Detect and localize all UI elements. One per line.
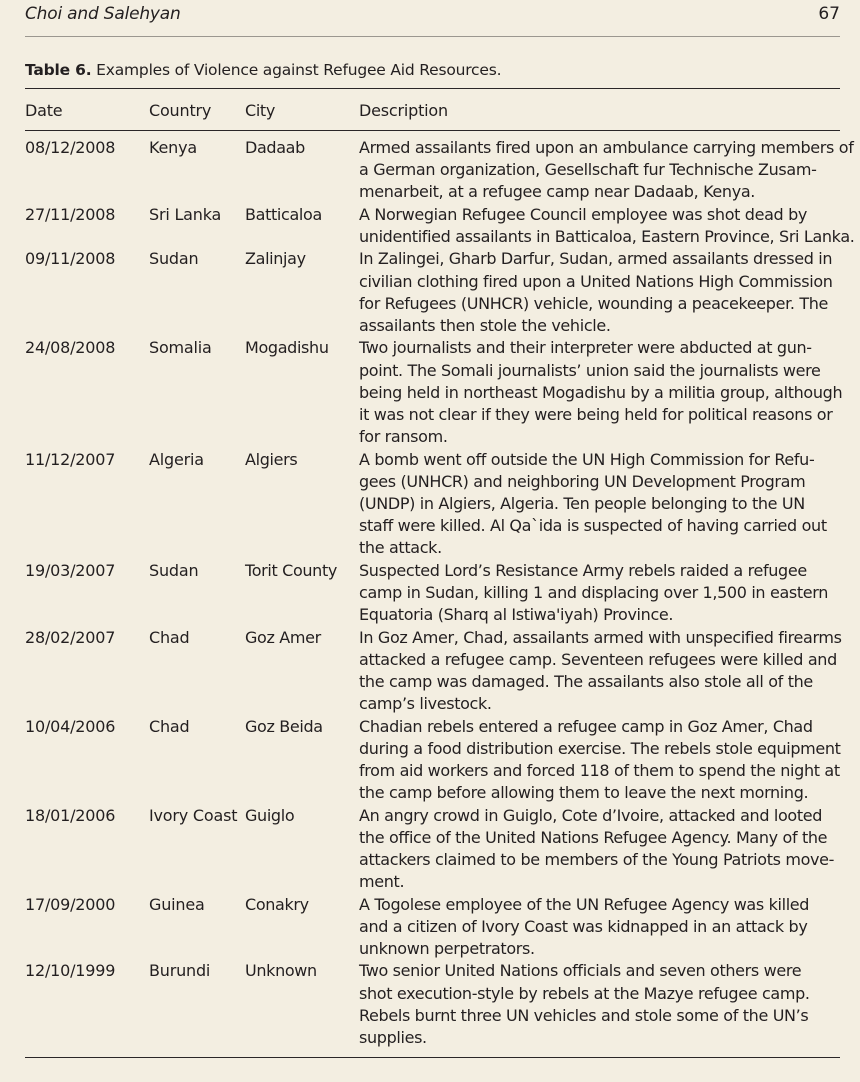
table-header-rule: [25, 130, 840, 131]
description-line: being held in northeast Mogadishu by a militia group, although: [359, 382, 843, 402]
cell-city: Guiglo: [245, 805, 295, 825]
cell-description: [359, 204, 855, 248]
cell-city: Zalinjay: [245, 249, 306, 269]
cell-country: Ivory Coast: [149, 805, 238, 825]
running-head: Choi and Salehyan: [25, 4, 181, 24]
header-rule: [25, 36, 840, 37]
cell-country: Sudan: [149, 249, 199, 269]
cell-description: [359, 248, 842, 337]
column-header-city: City: [245, 101, 275, 120]
description-line: unidentified assailants in Batticaloa, Eastern Province, Sri Lanka.: [359, 226, 855, 246]
column-header-description: Description: [359, 101, 448, 120]
cell-country: Chad: [149, 627, 190, 647]
cell-date: 24/08/2008: [25, 338, 116, 358]
table-caption-label: Table 6.: [25, 61, 92, 79]
cell-country: Kenya: [149, 138, 197, 157]
description-line: Two senior United Nations officials and seven others were: [359, 961, 802, 981]
description-line: Chadian rebels entered a refugee camp in Goz Amer, Chad: [359, 716, 813, 736]
cell-description: [359, 137, 854, 204]
description-line: Rebels burnt three UN vehicles and stole some of the UN’s: [359, 1005, 809, 1025]
cell-city: Unknown: [245, 961, 317, 981]
cell-city: Torit County: [245, 560, 338, 580]
description-line: An angry crowd in Guiglo, Cote d’Ivoire, attacked and looted: [359, 805, 823, 825]
description-line: menarbeit, at a refugee camp near Dadaab, Kenya.: [359, 182, 756, 202]
cell-country: Chad: [149, 716, 190, 736]
description-line: for Refugees (UNHCR) vehicle, wounding a peacekeeper. The: [359, 293, 829, 313]
cell-city: Dadaab: [245, 138, 305, 157]
table-header-row: [0, 100, 860, 122]
cell-date: 17/09/2000: [25, 894, 116, 914]
cell-country: Burundi: [149, 961, 211, 981]
description-line: a German organization, Gesellschaft fur Technische Zusam-: [359, 160, 817, 180]
description-line: Suspected Lord’s Resistance Army rebels raided a refugee: [359, 560, 807, 580]
description-line: for ransom.: [359, 427, 448, 447]
cell-country: Algeria: [149, 449, 204, 469]
description-line: Equatoria (Sharq al Istiwa'iyah) Province.: [359, 605, 674, 625]
description-line: supplies.: [359, 1027, 427, 1047]
description-line: ment.: [359, 872, 405, 892]
description-line: A Togolese employee of the UN Refugee Agency was killed: [359, 894, 810, 914]
cell-city: Goz Beida: [245, 716, 323, 736]
cell-city: Mogadishu: [245, 338, 329, 358]
description-line: the office of the United Nations Refugee Agency. Many of the: [359, 827, 828, 847]
column-header-country: Country: [149, 101, 212, 120]
cell-date: 08/12/2008: [25, 138, 116, 157]
page-number: 67: [818, 4, 840, 24]
cell-date: 28/02/2007: [25, 627, 116, 647]
cell-date: 10/04/2006: [25, 716, 116, 736]
cell-date: 19/03/2007: [25, 560, 116, 580]
cell-description: [359, 627, 842, 716]
cell-description: [359, 449, 842, 560]
description-line: attackers claimed to be members of the Young Patriots move-: [359, 849, 835, 869]
cell-date: 27/11/2008: [25, 204, 116, 224]
cell-city: Batticaloa: [245, 204, 322, 224]
cell-description: [359, 560, 842, 627]
cell-description: [359, 805, 842, 894]
description-line: the attack.: [359, 538, 442, 558]
cell-city: Algiers: [245, 449, 298, 469]
column-header-date: Date: [25, 101, 63, 120]
table-caption-text: Examples of Violence against Refugee Aid Resources.: [91, 61, 502, 79]
description-line: civilian clothing fired upon a United Nations High Commission: [359, 271, 833, 291]
description-line: it was not clear if they were being held for political reasons or: [359, 404, 833, 424]
description-line: from aid workers and forced 118 of them to spend the night at: [359, 760, 840, 780]
description-line: the camp was damaged. The assailants also stole all of the: [359, 671, 813, 691]
description-line: during a food distribution exercise. The rebels stole equipment: [359, 738, 841, 758]
description-line: In Zalingei, Gharb Darfur, Sudan, armed assailants dressed in: [359, 249, 833, 269]
cell-country: Sri Lanka: [149, 204, 222, 224]
cell-date: 11/12/2007: [25, 449, 116, 469]
description-line: camp’s livestock.: [359, 694, 492, 714]
cell-city: Conakry: [245, 894, 309, 914]
cell-date: 09/11/2008: [25, 249, 116, 269]
table-bottom-rule: [25, 1057, 840, 1058]
description-line: (UNDP) in Algiers, Algeria. Ten people belonging to the UN: [359, 493, 805, 513]
description-line: In Goz Amer, Chad, assailants armed with unspecified firearms: [359, 627, 842, 647]
cell-city: Goz Amer: [245, 627, 321, 647]
description-line: gees (UNHCR) and neighboring UN Development Program: [359, 471, 806, 491]
description-line: A bomb went off outside the UN High Commission for Refu-: [359, 449, 815, 469]
cell-description: [359, 894, 842, 961]
description-line: Two journalists and their interpreter were abducted at gun-: [359, 338, 812, 358]
description-line: camp in Sudan, killing 1 and displacing over 1,500 in eastern: [359, 582, 829, 602]
table-top-rule: [25, 88, 840, 89]
description-line: Armed assailants fired upon an ambulance carrying members of: [359, 138, 854, 157]
cell-country: Somalia: [149, 338, 212, 358]
description-line: A Norwegian Refugee Council employee was shot dead by: [359, 204, 808, 224]
cell-date: 18/01/2006: [25, 805, 116, 825]
description-line: assailants then stole the vehicle.: [359, 315, 611, 335]
description-line: staff were killed. Al Qa`ida is suspected of having carried out: [359, 516, 827, 536]
description-line: and a citizen of Ivory Coast was kidnapped in an attack by: [359, 916, 808, 936]
cell-description: [359, 716, 842, 805]
description-line: shot execution-style by rebels at the Mazye refugee camp.: [359, 983, 810, 1003]
description-line: point. The Somali journalists’ union said the journalists were: [359, 360, 821, 380]
cell-description: [359, 337, 842, 448]
description-line: the camp before allowing them to leave the next morning.: [359, 783, 809, 803]
cell-country: Sudan: [149, 560, 199, 580]
cell-country: Guinea: [149, 894, 205, 914]
cell-description: [359, 960, 842, 1049]
description-line: attacked a refugee camp. Seventeen refugees were killed and: [359, 649, 837, 669]
table-caption: [25, 61, 501, 79]
description-line: unknown perpetrators.: [359, 938, 535, 958]
cell-date: 12/10/1999: [25, 961, 116, 981]
